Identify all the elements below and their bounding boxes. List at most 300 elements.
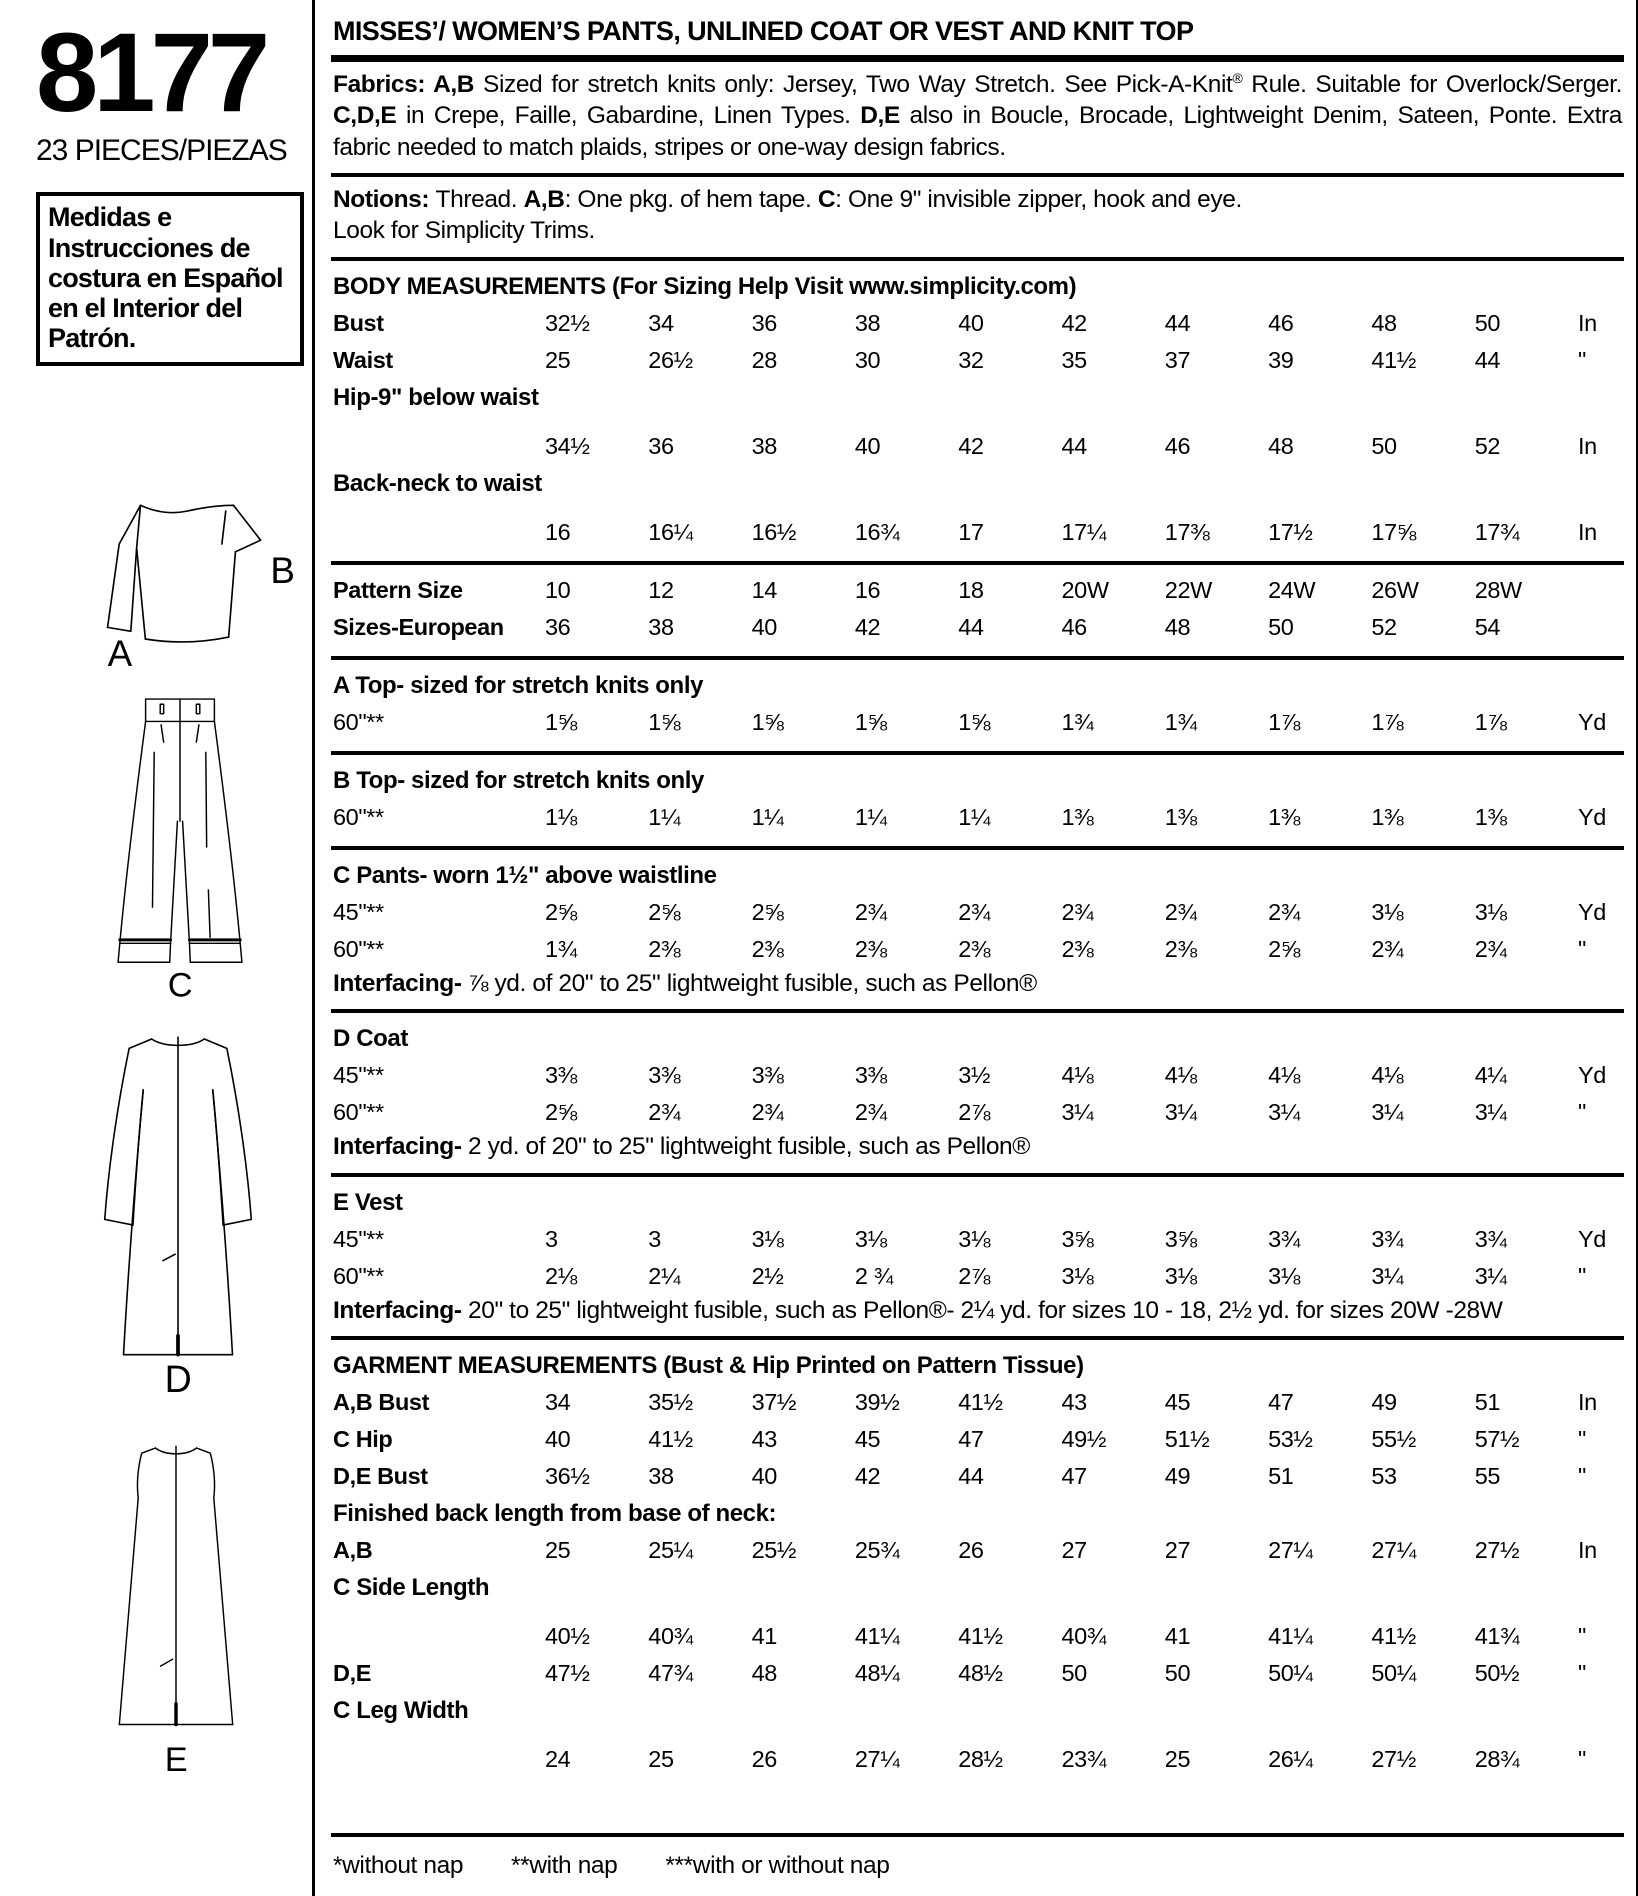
cell: 55	[1474, 1462, 1501, 1489]
section-a-top	[331, 656, 1624, 751]
cell: 47¾	[648, 1659, 693, 1686]
paragraph	[333, 968, 1624, 999]
row-label: 45"**	[333, 898, 384, 925]
cell: 46	[1164, 432, 1191, 459]
row-heading: Back-neck to waist	[333, 469, 542, 497]
cell: 49½	[1061, 1425, 1107, 1452]
cell: 50½	[1474, 1659, 1520, 1686]
cell: 48½	[958, 1659, 1003, 1686]
paragraph	[333, 1295, 1624, 1326]
cell: 41½	[1371, 1622, 1416, 1649]
cell: 50¼	[1268, 1659, 1313, 1686]
cell: 27	[1164, 1536, 1191, 1563]
unit: In	[1578, 432, 1597, 459]
cell: 3¼	[1061, 1099, 1094, 1126]
cell: 26	[958, 1536, 984, 1563]
table-row	[333, 1741, 1624, 1778]
cell: 50¼	[1371, 1659, 1416, 1686]
bold-text: D,E	[860, 102, 900, 130]
cell: 4⅛	[1164, 1062, 1197, 1089]
unit: "	[1578, 1462, 1586, 1489]
cell: 38	[648, 1462, 674, 1489]
cell: 10	[545, 576, 571, 603]
bold-text: Notions:	[333, 186, 436, 214]
cell: 53½	[1268, 1425, 1313, 1452]
label-d: D	[164, 1357, 192, 1396]
cell: 44	[1061, 432, 1087, 459]
cell: 3¾	[1371, 1225, 1404, 1252]
cell: 17	[958, 518, 984, 545]
cell: 3¼	[1268, 1099, 1300, 1126]
footnote: **with nap	[511, 1852, 618, 1879]
page-title: MISSES’/ WOMEN’S PANTS, UNLINED COAT OR VEST AND KNIT TOP	[331, 10, 1624, 62]
table-row	[333, 514, 1624, 551]
cell: 1¾	[545, 935, 577, 962]
cell: 48	[751, 1659, 777, 1686]
row-heading: C Leg Width	[333, 1696, 469, 1724]
cell: 1¼	[648, 803, 681, 830]
cell: 50	[1371, 432, 1397, 459]
cell: 52	[1474, 432, 1501, 459]
cell: 35	[1061, 346, 1087, 373]
cell: 47	[958, 1425, 984, 1452]
cell: 46	[1061, 613, 1087, 640]
pieces-count: 23 PIECES/PIEZAS	[36, 134, 287, 168]
table-row	[333, 1655, 1624, 1692]
cell: 2⅛	[545, 1262, 577, 1289]
text-run: Rule. Suitable for Overlock/Serger.	[1242, 71, 1622, 98]
cell: 3¼	[1474, 1262, 1507, 1289]
unit	[1578, 609, 1624, 646]
cell: 28½	[958, 1745, 1003, 1772]
table-row	[333, 1258, 1624, 1295]
cell: 51	[1268, 1462, 1294, 1489]
cell: 1⅝	[854, 708, 887, 735]
cell: 3½	[958, 1062, 991, 1089]
table-row	[333, 799, 1624, 836]
section-notions	[331, 173, 1624, 257]
cell: 2⅜	[648, 935, 681, 962]
cell: 22W	[1164, 576, 1212, 603]
row-heading: C Pants- worn 1½" above waistline	[333, 861, 717, 889]
table-row	[333, 1532, 1624, 1569]
cell: 1¼	[751, 803, 784, 830]
unit: In	[1578, 518, 1597, 545]
cell: 3	[545, 1225, 558, 1252]
row-heading: Finished back length from base of neck:	[333, 1499, 777, 1527]
table-row	[333, 1618, 1624, 1655]
cell: 12	[648, 576, 674, 603]
cell: 3⅛	[1474, 898, 1507, 925]
cell: 26	[751, 1745, 777, 1772]
label-a: A	[107, 632, 132, 670]
cell: 40	[751, 1462, 777, 1489]
cell: 54	[1474, 613, 1501, 640]
text-run: Sized for stretch knits only: Jersey, Two Way Stretch. See Pick-A-Knit	[483, 71, 1233, 98]
right-column	[312, 0, 1638, 1896]
cell: 3⅜	[854, 1062, 887, 1089]
cell: 37½	[751, 1388, 797, 1415]
bold-text: C,D,E	[333, 102, 397, 130]
cell: 14	[751, 576, 777, 603]
text-run: ⅞ yd. of 20" to 25" lightweight fusible, such as Pellon®	[468, 969, 1037, 997]
cell: 2⅝	[648, 898, 681, 925]
cell: 1⅝	[648, 708, 681, 735]
cell: 2¾	[1474, 935, 1507, 962]
cell: 24W	[1268, 576, 1316, 603]
cell: 26W	[1371, 576, 1419, 603]
cell: 3	[648, 1225, 661, 1252]
cell: 3⅝	[1164, 1225, 1197, 1252]
unit: In	[1578, 309, 1597, 336]
unit: Yd	[1578, 803, 1606, 830]
row-label: D,E	[333, 1659, 371, 1686]
section-d-coat	[331, 1009, 1624, 1172]
cell: 2¾	[1268, 898, 1300, 925]
unit: "	[1578, 1099, 1586, 1126]
text-run: 20" to 25" lightweight fusible, such as Pellon®- 2¼ yd. for sizes 10 - 18, 2½ yd. for sizes 20W -28W	[468, 1296, 1503, 1324]
cell: 27½	[1371, 1745, 1416, 1772]
knit-top-drawing	[80, 484, 294, 670]
cell: 17¾	[1474, 518, 1520, 545]
unit: "	[1578, 1659, 1586, 1686]
text-run: Thread.	[435, 186, 524, 214]
cell: 2¾	[751, 1099, 784, 1126]
cell: 42	[958, 432, 984, 459]
cell: 1¼	[958, 803, 991, 830]
cell: 36½	[545, 1462, 590, 1489]
row-label	[333, 1618, 545, 1655]
bold-text: Fabrics: A,B	[333, 71, 483, 98]
cell: 25¾	[854, 1536, 900, 1563]
cell: 37	[1164, 346, 1191, 373]
cell: 44	[1474, 346, 1501, 373]
cell: 16½	[751, 518, 797, 545]
row-label	[333, 1741, 545, 1778]
cell: 2⅝	[751, 898, 784, 925]
text-run: in Crepe, Faille, Gabardine, Linen Types.	[396, 102, 861, 130]
cell: 23¾	[1061, 1745, 1107, 1772]
cell: 26¼	[1268, 1745, 1313, 1772]
cell: 38	[751, 432, 777, 459]
cell: 17⅝	[1371, 518, 1416, 545]
section-e-vest	[331, 1173, 1624, 1336]
bold-text: A,B	[523, 186, 565, 214]
cell: 3⅛	[1061, 1262, 1094, 1289]
paragraph	[333, 1131, 1624, 1162]
coat-drawing	[84, 1024, 272, 1396]
cell: 1⅝	[958, 708, 991, 735]
cell: 44	[958, 613, 984, 640]
row-heading: D Coat	[333, 1025, 408, 1053]
cell: 41¼	[1268, 1622, 1313, 1649]
table-row	[333, 1221, 1624, 1258]
table-row	[333, 428, 1624, 465]
cell: 44	[958, 1462, 984, 1489]
cell: 1⅞	[1474, 708, 1507, 735]
cell: 41½	[958, 1388, 1003, 1415]
table-row	[333, 1094, 1624, 1131]
cell: 27¼	[1268, 1536, 1313, 1563]
row-label: 45"**	[333, 1225, 384, 1252]
unit: Yd	[1578, 708, 1606, 735]
cell: 3⅜	[648, 1062, 681, 1089]
cell: 2¾	[854, 1099, 887, 1126]
cell: 25¼	[648, 1536, 693, 1563]
cell: 32	[958, 346, 984, 373]
cell: 3⅜	[545, 1062, 577, 1089]
cell: 40	[545, 1425, 571, 1452]
cell: 3⅛	[854, 1225, 887, 1252]
cell: 16	[545, 518, 571, 545]
cell: 1¾	[1164, 708, 1197, 735]
cell: 1⅜	[1061, 803, 1094, 830]
cell: 1⅜	[1371, 803, 1404, 830]
cell: 25	[1164, 1745, 1191, 1772]
cell: 50	[1268, 613, 1294, 640]
footnote: *without nap	[333, 1852, 464, 1879]
cell: 40¾	[1061, 1622, 1107, 1649]
section-pattern-size	[331, 561, 1624, 656]
cell: 32½	[545, 309, 590, 336]
row-label: A,B	[333, 1536, 373, 1563]
table-row	[333, 1458, 1624, 1495]
row-label	[333, 428, 545, 465]
cell: 41¼	[854, 1622, 900, 1649]
section-footnotes	[331, 1833, 1624, 1890]
text-run: ®	[1232, 69, 1243, 86]
footnote: ***with or without nap	[665, 1852, 890, 1879]
cell: 17½	[1268, 518, 1313, 545]
top-ab-illustration	[80, 484, 312, 670]
cell: 41¾	[1474, 1622, 1520, 1649]
unit: Yd	[1578, 1062, 1606, 1089]
content-sections	[331, 62, 1624, 1890]
paragraph	[333, 184, 1624, 247]
cell: 16	[854, 576, 881, 603]
cell: 40¾	[648, 1622, 693, 1649]
row-label: 60"**	[333, 1262, 384, 1289]
cell: 2¾	[1164, 898, 1197, 925]
cell: 27¼	[854, 1745, 900, 1772]
left-column	[0, 0, 312, 1896]
cell: 3¼	[1371, 1099, 1404, 1126]
cell: 42	[1061, 309, 1087, 336]
section-garment-measurements	[331, 1336, 1624, 1833]
table-row	[333, 931, 1624, 968]
cell: 39½	[854, 1388, 900, 1415]
row-heading: Hip-9" below waist	[333, 383, 539, 411]
cell: 2⅜	[854, 935, 887, 962]
cell: 2¾	[648, 1099, 681, 1126]
cell: 18	[958, 576, 984, 603]
row-label	[333, 514, 545, 551]
cell: 3¼	[1371, 1262, 1404, 1289]
cell: 26½	[648, 346, 693, 373]
cell: 2⅜	[751, 935, 784, 962]
bold-text: Interfacing-	[333, 1133, 469, 1161]
row-label: 60"**	[333, 708, 384, 735]
unit: "	[1578, 1745, 1586, 1772]
vest-e-illustration	[90, 1436, 312, 1776]
row-label: 60"**	[333, 803, 384, 830]
text-run: : One 9" invisible zipper, hook and eye.	[835, 186, 1242, 214]
unit: In	[1578, 1536, 1597, 1563]
cell: 20W	[1061, 576, 1109, 603]
cell: 2¾	[854, 898, 887, 925]
cell: 3⅛	[751, 1225, 784, 1252]
cell: 3¾	[1268, 1225, 1300, 1252]
cell: 2¾	[958, 898, 991, 925]
unit: "	[1578, 1425, 1586, 1452]
cell: 51½	[1164, 1425, 1210, 1452]
cell: 48¼	[854, 1659, 900, 1686]
section-body-measurements	[331, 257, 1624, 561]
cell: 3⅛	[1371, 898, 1404, 925]
pattern-number: 8177	[36, 10, 266, 135]
row-heading: GARMENT MEASUREMENTS (Bust & Hip Printed on Pattern Tissue)	[333, 1351, 1084, 1379]
cell: 42	[854, 1462, 881, 1489]
cell: 3¼	[1474, 1099, 1507, 1126]
cell: 27¼	[1371, 1536, 1416, 1563]
cell: 53	[1371, 1462, 1397, 1489]
cell: 3¾	[1474, 1225, 1507, 1252]
cell: 30	[854, 346, 881, 373]
cell: 45	[854, 1425, 881, 1452]
cell: 34½	[545, 432, 590, 459]
row-label: 45"**	[333, 1062, 384, 1089]
cell: 28W	[1474, 576, 1522, 603]
cell: 2¾	[1061, 898, 1094, 925]
label-b: B	[270, 549, 294, 591]
row-label: C Hip	[333, 1425, 393, 1452]
bold-text: Interfacing-	[333, 969, 469, 997]
cell: 2 ¾	[854, 1262, 893, 1289]
cell: 3⅝	[1061, 1225, 1094, 1252]
table-row	[333, 305, 1624, 342]
row-heading: C Side Length	[333, 1573, 490, 1601]
row-label: Sizes-European	[333, 613, 504, 640]
cell: 2⅞	[958, 1099, 991, 1126]
cell: 1⅜	[1474, 803, 1507, 830]
text-run: Look for Simplicity Trims.	[333, 217, 595, 245]
cell: 51	[1474, 1388, 1501, 1415]
cell: 2⅝	[545, 1099, 577, 1126]
unit: "	[1578, 1622, 1586, 1649]
cell: 47	[1061, 1462, 1087, 1489]
cell: 55½	[1371, 1425, 1416, 1452]
cell: 43	[751, 1425, 777, 1452]
section-b-top	[331, 751, 1624, 846]
cell: 28	[751, 346, 777, 373]
cell: 48	[1164, 613, 1191, 640]
cell: 4⅛	[1371, 1062, 1404, 1089]
cell: 40	[751, 613, 777, 640]
cell: 4⅛	[1061, 1062, 1094, 1089]
cell: 28¾	[1474, 1745, 1520, 1772]
cell: 1⅝	[751, 708, 784, 735]
cell: 1⅛	[545, 803, 577, 830]
table-row	[333, 704, 1624, 741]
cell: 41½	[958, 1622, 1003, 1649]
cell: 41½	[1371, 346, 1416, 373]
cell: 40½	[545, 1622, 590, 1649]
cell: 2¼	[648, 1262, 681, 1289]
cell: 48	[1371, 309, 1397, 336]
cell: 43	[1061, 1388, 1087, 1415]
text-run: also in Boucle, Brocade, Lightweight Denim, Sateen, Ponte. Extra fabric needed to match plaids, stripes or one-way design fabrics.	[333, 102, 1622, 161]
row-heading: A Top- sized for stretch knits only	[333, 671, 704, 699]
cell: 49	[1371, 1388, 1397, 1415]
cell: 25	[545, 346, 571, 373]
unit	[1578, 572, 1624, 609]
cell: 47	[1268, 1388, 1294, 1415]
cell: 17¼	[1061, 518, 1107, 545]
pants-drawing	[94, 692, 266, 1002]
cell: 3¼	[1164, 1099, 1197, 1126]
cell: 25½	[751, 1536, 797, 1563]
cell: 27	[1061, 1536, 1087, 1563]
cell: 57½	[1474, 1425, 1520, 1452]
cell: 48	[1268, 432, 1294, 459]
coat-d-illustration	[84, 1024, 312, 1396]
label-e: E	[164, 1740, 188, 1776]
table-row	[333, 894, 1624, 931]
cell: 44	[1164, 309, 1191, 336]
row-label: D,E Bust	[333, 1462, 428, 1489]
cell: 3⅛	[958, 1225, 991, 1252]
cell: 4⅛	[1268, 1062, 1300, 1089]
unit: Yd	[1578, 1225, 1606, 1252]
unit: "	[1578, 346, 1586, 373]
cell: 2½	[751, 1262, 784, 1289]
cell: 17⅜	[1164, 518, 1210, 545]
cell: 1⅜	[1268, 803, 1300, 830]
cell: 16¾	[854, 518, 900, 545]
cell: 36	[545, 613, 571, 640]
cell: 1⅞	[1371, 708, 1404, 735]
unit: "	[1578, 1262, 1586, 1289]
row-heading: E Vest	[333, 1188, 403, 1216]
cell: 1⅝	[545, 708, 577, 735]
cell: 50	[1474, 309, 1501, 336]
cell: 24	[545, 1745, 571, 1772]
cell: 2⅞	[958, 1262, 991, 1289]
cell: 2¾	[1371, 935, 1404, 962]
cell: 49	[1164, 1462, 1191, 1489]
cell: 2⅜	[1164, 935, 1197, 962]
bold-text: Interfacing-	[333, 1296, 469, 1324]
cell: 36	[751, 309, 777, 336]
cell: 41½	[648, 1425, 693, 1452]
section-c-pants	[331, 846, 1624, 1009]
table-row	[333, 342, 1624, 379]
row-label: 60"**	[333, 1099, 384, 1126]
cell: 45	[1164, 1388, 1191, 1415]
text-run: 2 yd. of 20" to 25" lightweight fusible, such as Pellon®	[468, 1133, 1030, 1161]
table-row	[333, 1421, 1624, 1458]
cell: 38	[854, 309, 881, 336]
cell: 39	[1268, 346, 1294, 373]
table-row	[333, 1384, 1624, 1421]
table-row	[333, 609, 1624, 646]
cell: 1¼	[854, 803, 887, 830]
row-heading: BODY MEASUREMENTS (For Sizing Help Visit www.simplicity.com)	[333, 272, 1077, 300]
table-row	[333, 572, 1624, 609]
cell: 16¼	[648, 518, 693, 545]
cell: 34	[648, 309, 674, 336]
cell: 34	[545, 1388, 571, 1415]
